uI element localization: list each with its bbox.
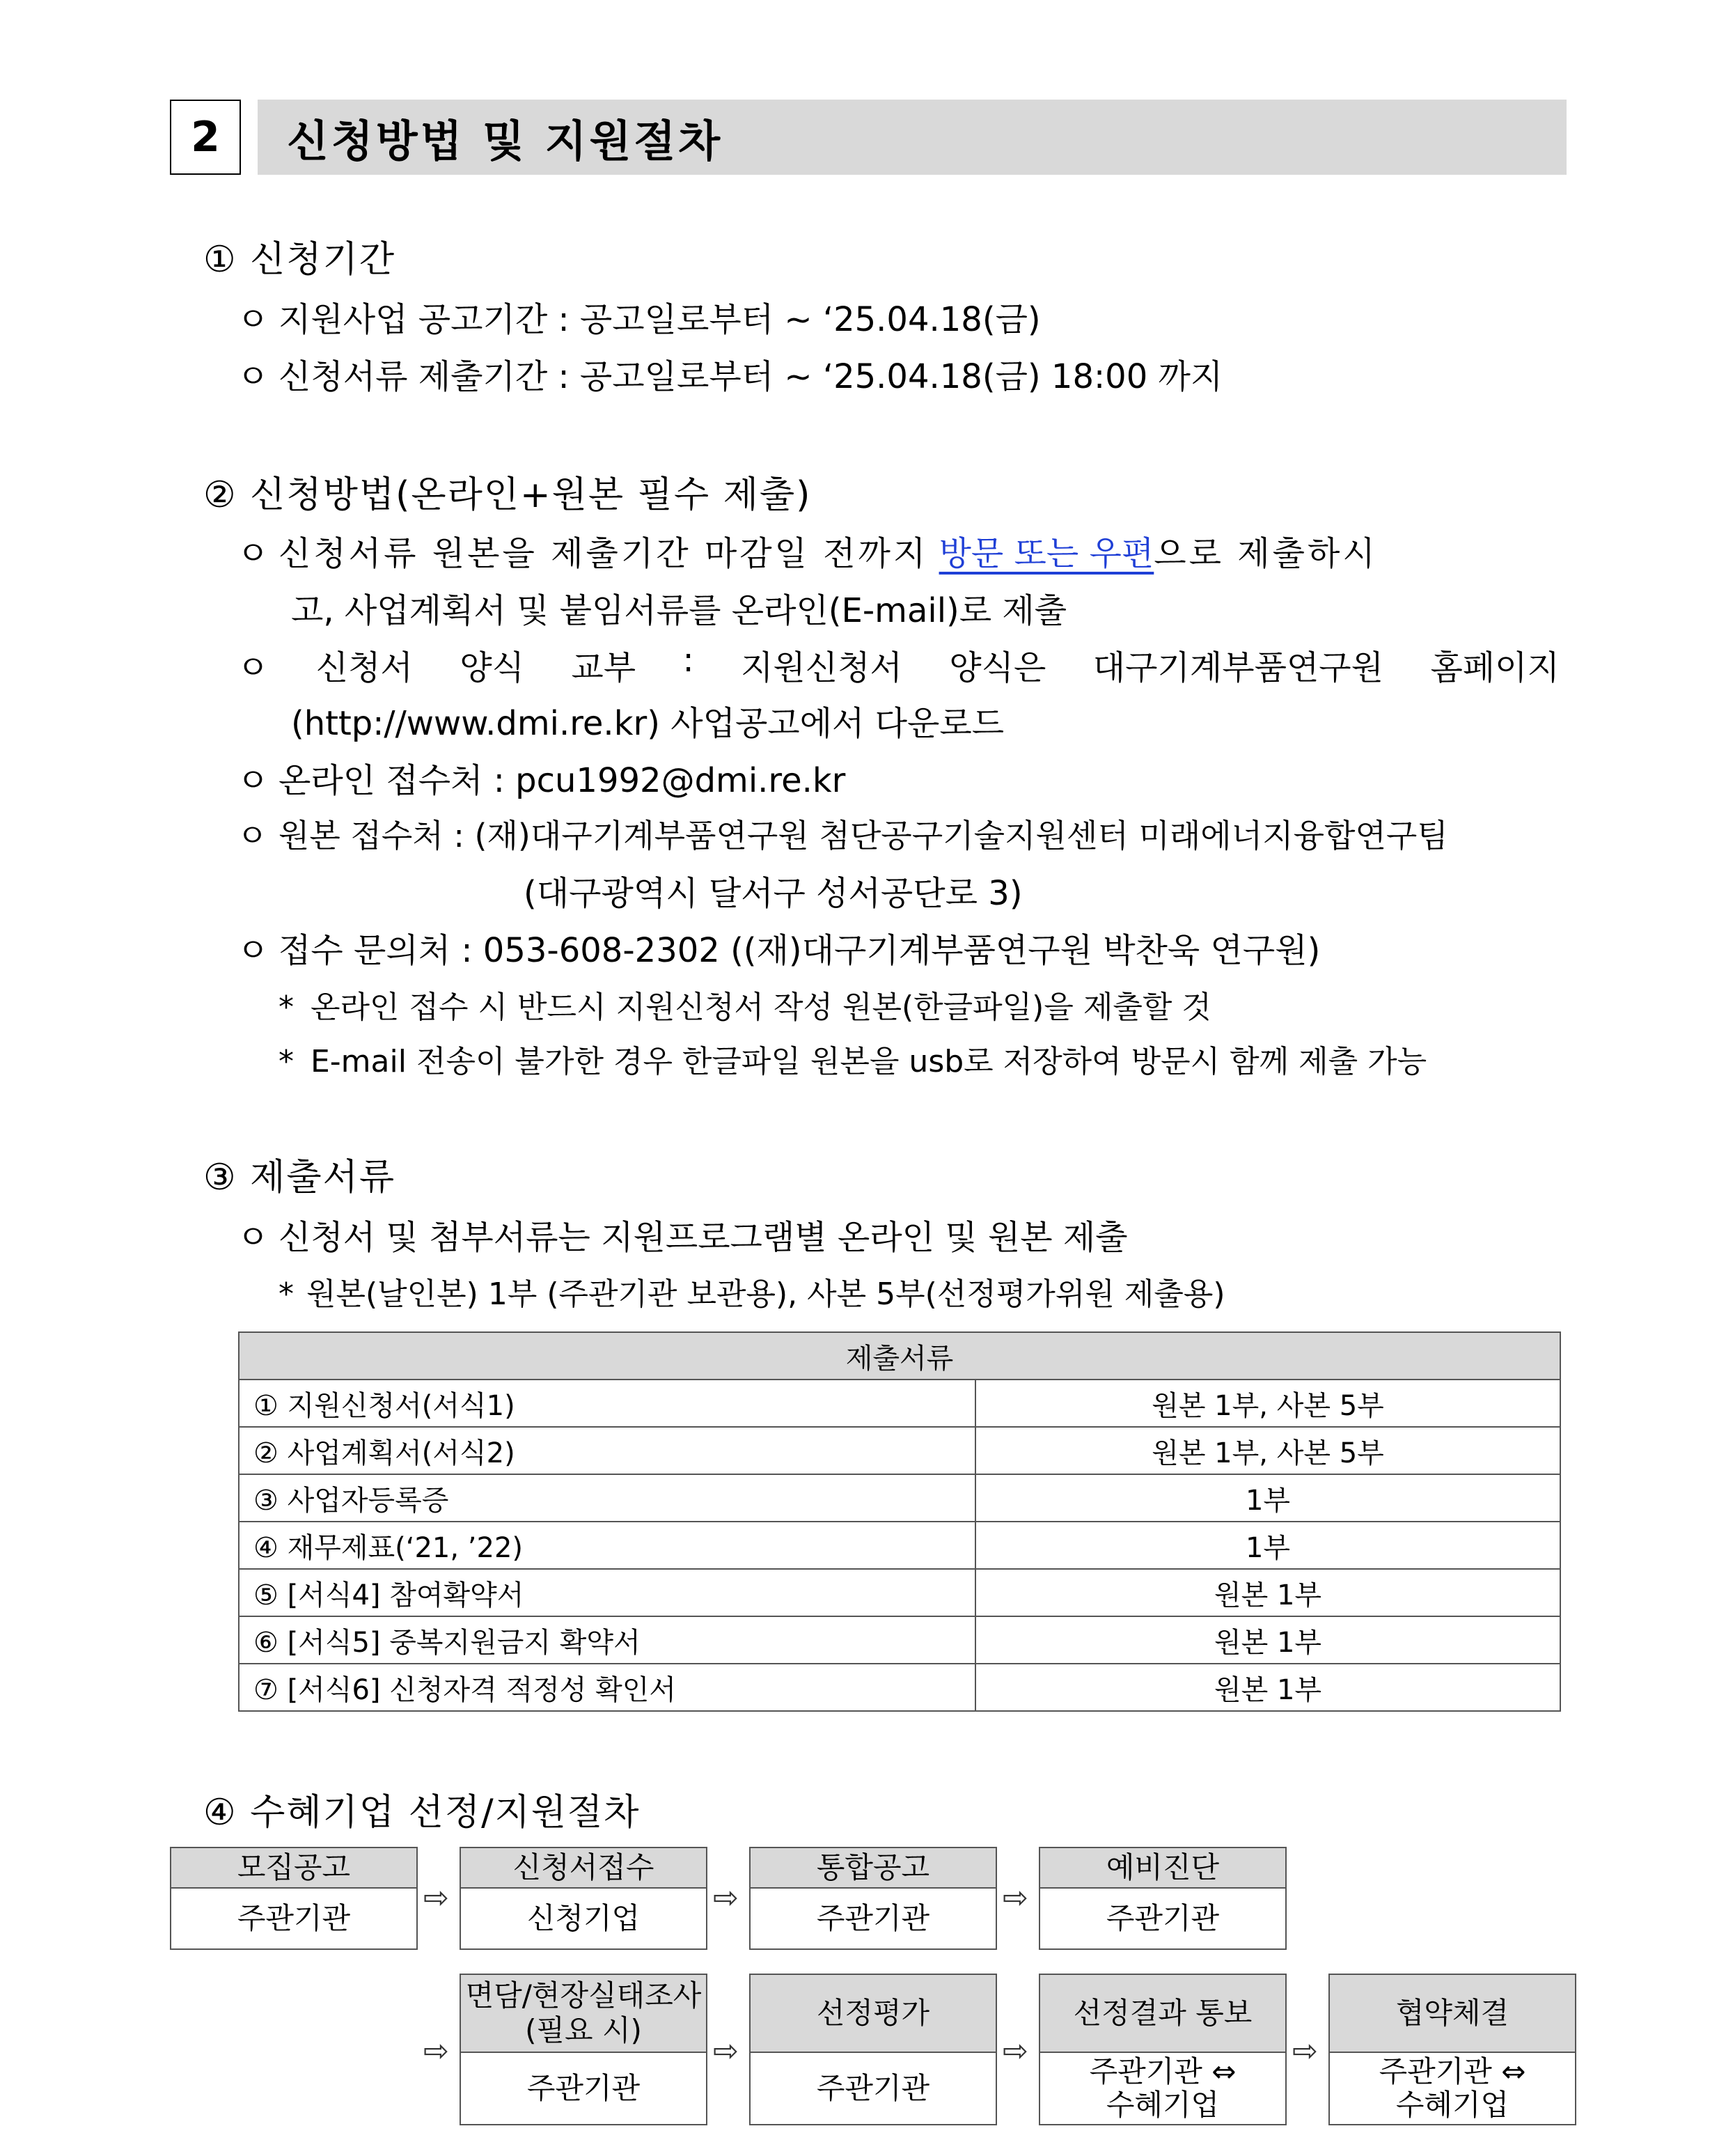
s3-bullet-1: ㅇ 신청서 및 첨부서류는 지원프로그램별 온라인 및 원본 제출 bbox=[237, 1210, 1128, 1258]
s2-bullet-1: ㅇ 신청서류 원본을 제출기간 마감일 전까지 방문 또는 우편으로 제출하시 bbox=[237, 526, 1567, 575]
flow-step-agreement bbox=[1328, 1974, 1576, 2125]
documents-table bbox=[238, 1331, 1561, 1712]
flow-step-result-notice bbox=[1039, 1974, 1287, 2125]
table-row bbox=[239, 1380, 1560, 1427]
doc-qty: 1부 bbox=[975, 1474, 1560, 1522]
flow-step-pre-diagnosis bbox=[1039, 1847, 1287, 1950]
s2-bullet-2-cont: (http://www.dmi.re.kr) 사업공고에서 다운로드 bbox=[291, 704, 1005, 743]
doc-name: ⑤ [서식4] 참여확약서 bbox=[239, 1569, 975, 1616]
doc-name: ⑥ [서식5] 중복지원금지 확약서 bbox=[239, 1616, 975, 1664]
s1-item-2: ㅇ 신청서류 제출기간 : 공고일로부터 ~ ‘25.04.18(금) 18:00 까지 bbox=[237, 350, 1223, 398]
table-header: 제출서류 bbox=[239, 1332, 1560, 1380]
flow-step-head: 모집공고 bbox=[171, 1848, 416, 1889]
flow-step-recruit bbox=[170, 1847, 418, 1950]
bullet-icon: ㅇ bbox=[237, 534, 269, 573]
flow-step-body: 주관기관 ⇔ 수혜기업 bbox=[1330, 2053, 1575, 2124]
doc-name: ⑦ [서식6] 신청자격 적정성 확인서 bbox=[239, 1664, 975, 1711]
s2-note-1: * 온라인 접수 시 반드시 지원신청서 작성 원본(한글파일)을 제출할 것 bbox=[278, 990, 1211, 1025]
s4-title: ④ 수혜기업 선정/지원절차 bbox=[203, 1792, 641, 1834]
table-header-row bbox=[239, 1332, 1560, 1380]
visit-or-mail-link: 방문 또는 우편 bbox=[939, 534, 1154, 573]
flow-step-interview bbox=[460, 1974, 707, 2125]
section-number: 2 bbox=[170, 100, 241, 175]
flow-step-head: 신청서접수 bbox=[461, 1848, 706, 1889]
doc-name: ③ 사업자등록증 bbox=[239, 1474, 975, 1522]
doc-qty: 1부 bbox=[975, 1522, 1560, 1569]
bullet-icon: ㅇ bbox=[237, 300, 269, 339]
s2-note-2: * E-mail 전송이 불가한 경우 한글파일 원본을 usb로 저장하여 방문시 함께 제출 가능 bbox=[278, 1044, 1427, 1079]
doc-name: ④ 재무제표(‘21, ’22) bbox=[239, 1522, 975, 1569]
doc-qty: 원본 1부, 사본 5부 bbox=[975, 1380, 1560, 1427]
flow-step-integrated-notice bbox=[749, 1847, 997, 1950]
s3-title: ③ 제출서류 bbox=[203, 1157, 396, 1198]
bullet-icon: ㅇ bbox=[237, 817, 268, 854]
doc-qty: 원본 1부 bbox=[975, 1569, 1560, 1616]
s2-bullet-5: ㅇ 접수 문의처 : 053-608-2302 ((재)대구기계부품연구원 박찬욱 연구원) bbox=[237, 923, 1320, 971]
s2-bullet-2: ㅇ 신청서 양식 교부 : 지원신청서 양식은 대구기계부품연구원 홈페이지 bbox=[237, 641, 1560, 687]
flow-step-head: 면담/현장실태조사 (필요 시) bbox=[461, 1975, 706, 2053]
doc-name: ② 사업계획서(서식2) bbox=[239, 1427, 975, 1474]
flow-step-head: 예비진단 bbox=[1040, 1848, 1285, 1889]
flow-step-body: 신청기업 bbox=[461, 1889, 706, 1948]
s3-note: * 원본(날인본) 1부 (주관기관 보관용), 사본 5부(선정평가위원 제출용) bbox=[278, 1276, 1225, 1312]
table-row bbox=[239, 1522, 1560, 1569]
arrow-right-icon: ⇨ bbox=[423, 1880, 449, 1916]
flow-step-body: 주관기관 ⇔ 수혜기업 bbox=[1040, 2053, 1285, 2124]
table-row bbox=[239, 1474, 1560, 1522]
arrow-right-icon: ⇨ bbox=[1003, 1880, 1028, 1916]
s1-title: ① 신청기간 bbox=[203, 239, 396, 281]
flow-step-head: 통합공고 bbox=[751, 1848, 996, 1889]
s2-title: ② 신청방법(온라인+원본 필수 제출) bbox=[203, 474, 812, 516]
arrow-right-icon: ⇨ bbox=[713, 1880, 739, 1916]
flow-step-evaluation bbox=[749, 1974, 997, 2125]
flow-step-body: 주관기관 bbox=[171, 1889, 416, 1948]
section-title: 신청방법 및 지원절차 bbox=[258, 100, 1567, 175]
doc-qty: 원본 1부 bbox=[975, 1664, 1560, 1711]
s1-item-1: ㅇ 지원사업 공고기간 : 공고일로부터 ~ ‘25.04.18(금) bbox=[237, 292, 1041, 341]
doc-qty: 원본 1부 bbox=[975, 1616, 1560, 1664]
flow-step-body: 주관기관 bbox=[1040, 1889, 1285, 1948]
table-row bbox=[239, 1569, 1560, 1616]
flow-step-head: 협약체결 bbox=[1330, 1975, 1575, 2053]
table-row bbox=[239, 1616, 1560, 1664]
bullet-icon: ㅇ bbox=[237, 648, 269, 687]
arrow-right-icon: ⇨ bbox=[423, 2033, 449, 2069]
table-row bbox=[239, 1664, 1560, 1711]
bullet-icon: ㅇ bbox=[237, 761, 269, 800]
flow-step-application bbox=[460, 1847, 707, 1950]
flow-step-body: 주관기관 bbox=[751, 2053, 996, 2124]
s2-bullet-4: ㅇ 원본 접수처 : (재)대구기계부품연구원 첨단공구기술지원센터 미래에너지융합연구팀 bbox=[237, 811, 1448, 857]
arrow-right-icon: ⇨ bbox=[713, 2033, 739, 2069]
doc-name: ① 지원신청서(서식1) bbox=[239, 1380, 975, 1427]
bullet-icon: ㅇ bbox=[237, 931, 269, 970]
arrow-right-icon: ⇨ bbox=[1292, 2033, 1318, 2069]
table-row bbox=[239, 1427, 1560, 1474]
flow-step-body: 주관기관 bbox=[461, 2053, 706, 2124]
arrow-right-icon: ⇨ bbox=[1003, 2033, 1028, 2069]
flow-step-head: 선정결과 통보 bbox=[1040, 1975, 1285, 2053]
s2-bullet-3: ㅇ 온라인 접수처 : pcu1992@dmi.re.kr bbox=[237, 753, 845, 802]
flow-step-body: 주관기관 bbox=[751, 1889, 996, 1948]
s2-bullet-4-cont: (대구광역시 달서구 성서공단로 3) bbox=[524, 874, 1023, 913]
flow-step-head: 선정평가 bbox=[751, 1975, 996, 2053]
doc-qty: 원본 1부, 사본 5부 bbox=[975, 1427, 1560, 1474]
s2-bullet-1-cont: 고, 사업계획서 및 붙임서류를 온라인(E-mail)로 제출 bbox=[291, 591, 1067, 630]
bullet-icon: ㅇ bbox=[237, 1218, 269, 1257]
bullet-icon: ㅇ bbox=[237, 357, 269, 396]
